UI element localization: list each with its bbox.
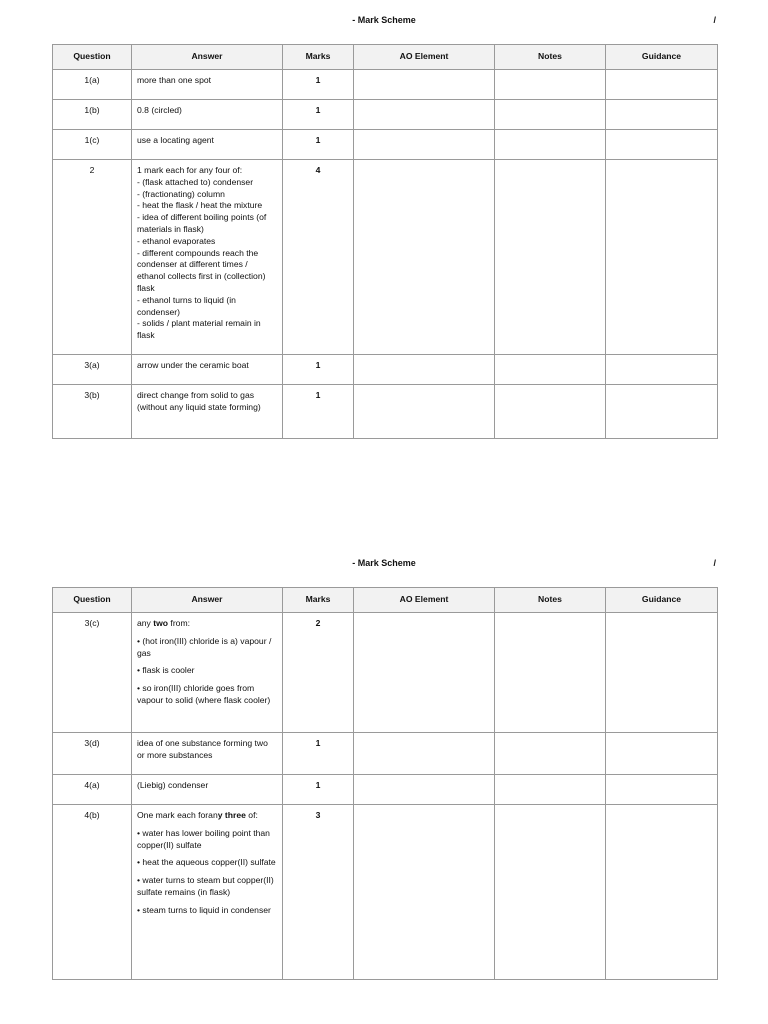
ao-element-cell [354,733,495,775]
answer-line: - idea of different boiling points (of materials in flask) [137,212,267,234]
answer-line: • water has lower boiling point than copper(II) sulfate [137,827,270,850]
marks-cell: 1 [283,130,354,160]
column-header-answer: Answer [132,588,283,613]
answer-cell [132,385,283,439]
answer-line: more than one spot [137,75,212,85]
guidance-cell [606,100,718,130]
marks-cell: 1 [283,70,354,100]
ao-element-cell [354,160,495,355]
column-header-guidance: Guidance [606,45,718,70]
question-cell: 1(c) [53,130,132,160]
table-row [53,100,718,130]
answer-line: 0.8 (circled) [137,105,182,115]
guidance-cell [606,733,718,775]
page-header [0,558,768,572]
guidance-cell [606,70,718,100]
answer-line: - (flask attached to) condenser [137,176,254,187]
notes-cell [495,100,606,130]
notes-cell [495,70,606,100]
answer-line: • flask is cooler [137,665,195,676]
table-row [53,385,718,439]
ao-element-cell [354,385,495,439]
question-cell: 3(d) [53,733,132,775]
answer-line: any two from: [137,618,191,628]
question-cell: 1(a) [53,70,132,100]
notes-cell [495,775,606,805]
marks-cell: 1 [283,385,354,439]
marks-cell: 1 [283,733,354,775]
page-title: - Mark Scheme [352,558,416,568]
notes-cell [495,355,606,385]
table-row [53,160,718,355]
answer-line: • steam turns to liquid in condenser [137,904,271,915]
answer-cell [132,355,283,385]
marks-cell: 3 [283,805,354,980]
answer-line: - different compounds reach the condenser at different times / ethanol collects first in (collection) flask [137,247,266,293]
answer-cell [132,70,283,100]
column-header-marks: Marks [283,45,354,70]
answer-line: 1 mark each for any four of: [137,165,243,175]
answer-line: idea of one substance forming two or more substances [137,738,268,760]
notes-cell [495,805,606,980]
question-cell: 3(c) [53,613,132,733]
mark-scheme-table [52,44,718,439]
table-header-row [53,45,718,70]
guidance-cell [606,775,718,805]
answer-line: One mark each forany three of: [137,810,258,820]
answer-line: • heat the aqueous copper(II) sulfate [137,857,276,868]
table-row [53,355,718,385]
answer-line: • (hot iron(III) chloride is a) vapour / gas [137,635,272,658]
table-row [53,70,718,100]
notes-cell [495,613,606,733]
emphasis-text: two [153,618,169,628]
marks-cell: 4 [283,160,354,355]
ao-element-cell [354,70,495,100]
page-header [0,15,768,29]
answer-line: - (fractionating) column [137,188,225,199]
answer-line: use a locating agent [137,135,214,145]
answer-line: • water turns to steam but copper(II) sulfate remains (in flask) [137,875,274,897]
answer-cell [132,613,283,733]
guidance-cell [606,130,718,160]
answer-line: • so iron(III) chloride goes from vapour to solid (where flask cooler) [137,683,271,705]
notes-cell [495,385,606,439]
marks-cell: 1 [283,100,354,130]
emphasis-text: y three [217,810,246,820]
column-header-question: Question [53,588,132,613]
column-header-ao-element: AO Element [354,45,495,70]
table-row [53,613,718,733]
answer-line: - ethanol evaporates [137,235,216,246]
ao-element-cell [354,805,495,980]
answer-line: direct change from solid to gas (without any liquid state forming) [137,390,261,412]
answer-line: - ethanol turns to liquid (in condenser) [137,294,236,317]
guidance-cell [606,385,718,439]
marks-cell: 1 [283,355,354,385]
answer-cell [132,160,283,355]
column-header-marks: Marks [283,588,354,613]
question-cell: 4(a) [53,775,132,805]
guidance-cell [606,805,718,980]
column-header-notes: Notes [495,588,606,613]
question-cell: 1(b) [53,100,132,130]
column-header-answer: Answer [132,45,283,70]
answer-line: (Liebig) condenser [137,780,209,790]
ao-element-cell [354,130,495,160]
marks-cell: 2 [283,613,354,733]
page-header-mark: / [713,558,716,568]
notes-cell [495,733,606,775]
ao-element-cell [354,775,495,805]
question-cell: 4(b) [53,805,132,980]
question-cell: 3(a) [53,355,132,385]
guidance-cell [606,355,718,385]
table-row [53,775,718,805]
answer-cell [132,733,283,775]
guidance-cell [606,160,718,355]
answer-cell [132,130,283,160]
mark-scheme-table [52,587,718,980]
question-cell: 3(b) [53,385,132,439]
table-row [53,733,718,775]
ao-element-cell [354,613,495,733]
guidance-cell [606,613,718,733]
column-header-question: Question [53,45,132,70]
page-header-mark: / [713,15,716,25]
column-header-guidance: Guidance [606,588,718,613]
answer-cell [132,775,283,805]
column-header-notes: Notes [495,45,606,70]
ao-element-cell [354,355,495,385]
table-header-row [53,588,718,613]
answer-cell [132,100,283,130]
answer-cell [132,805,283,980]
page-title: - Mark Scheme [352,15,416,25]
table-row [53,805,718,980]
answer-line: - heat the flask / heat the mixture [137,200,263,211]
marks-cell: 1 [283,775,354,805]
notes-cell [495,160,606,355]
ao-element-cell [354,100,495,130]
answer-line: - solids / plant material remain in flask [137,318,261,341]
notes-cell [495,130,606,160]
table-row [53,130,718,160]
question-cell: 2 [53,160,132,355]
column-header-ao-element: AO Element [354,588,495,613]
answer-line: arrow under the ceramic boat [137,360,249,370]
